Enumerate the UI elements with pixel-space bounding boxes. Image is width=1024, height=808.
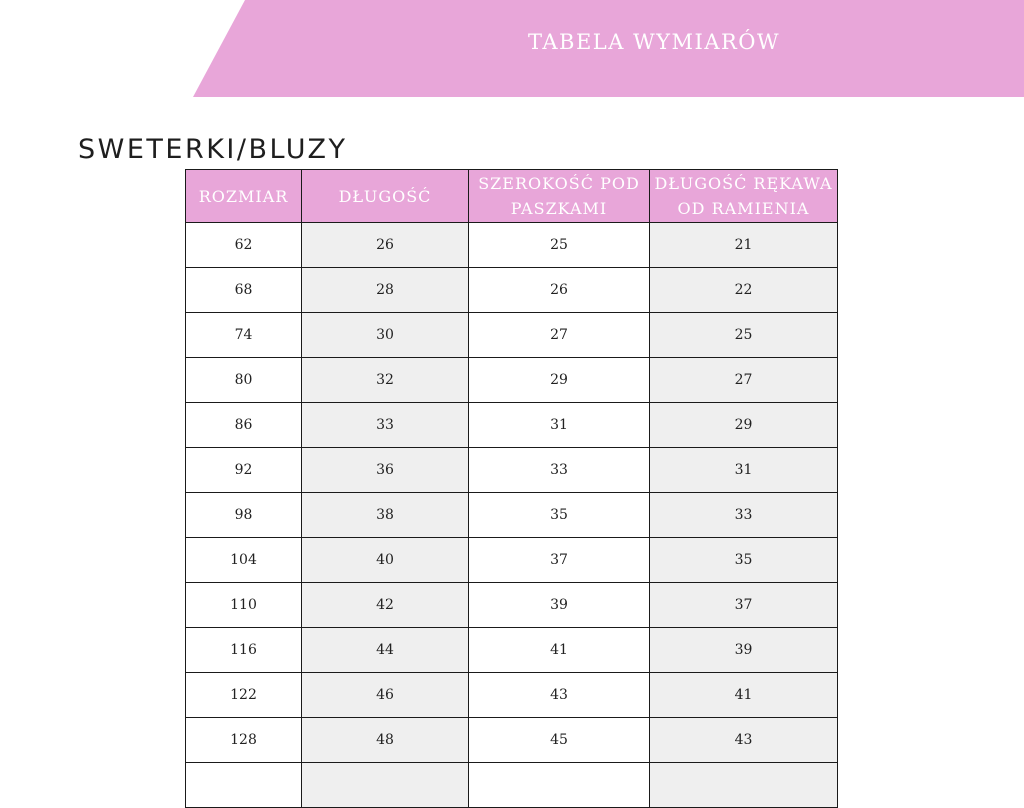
column-header-length: DŁUGOŚĆ bbox=[302, 170, 469, 223]
chest-width-cell: 43 bbox=[469, 673, 650, 718]
table-row bbox=[186, 448, 838, 493]
header-title: TABELA WYMIARÓW bbox=[528, 30, 781, 54]
length-cell: 40 bbox=[302, 538, 469, 583]
table-row bbox=[186, 763, 838, 808]
table-row bbox=[186, 628, 838, 673]
column-header-sleeve-length: DŁUGOŚĆ RĘKAWA OD RAMIENIA bbox=[650, 170, 838, 223]
table-row bbox=[186, 403, 838, 448]
size-cell: 80 bbox=[186, 358, 302, 403]
size-cell: 62 bbox=[186, 223, 302, 268]
table-row bbox=[186, 223, 838, 268]
column-header-chest-width: SZEROKOŚĆ POD PASZKAMI bbox=[469, 170, 650, 223]
chest-width-cell: 39 bbox=[469, 583, 650, 628]
table-row bbox=[186, 358, 838, 403]
sleeve-length-cell: 37 bbox=[650, 583, 838, 628]
size-cell: 68 bbox=[186, 268, 302, 313]
length-cell: 48 bbox=[302, 718, 469, 763]
table-row bbox=[186, 313, 838, 358]
sleeve-length-cell: 41 bbox=[650, 673, 838, 718]
sleeve-length-cell: 33 bbox=[650, 493, 838, 538]
length-cell: 26 bbox=[302, 223, 469, 268]
size-cell bbox=[186, 763, 302, 808]
sleeve-length-cell: 21 bbox=[650, 223, 838, 268]
length-cell: 33 bbox=[302, 403, 469, 448]
size-cell: 92 bbox=[186, 448, 302, 493]
sleeve-length-cell: 35 bbox=[650, 538, 838, 583]
length-cell: 42 bbox=[302, 583, 469, 628]
size-cell: 104 bbox=[186, 538, 302, 583]
chest-width-cell: 27 bbox=[469, 313, 650, 358]
table-body bbox=[186, 223, 838, 808]
size-cell: 116 bbox=[186, 628, 302, 673]
size-cell: 122 bbox=[186, 673, 302, 718]
sleeve-length-cell: 27 bbox=[650, 358, 838, 403]
sleeve-length-cell: 25 bbox=[650, 313, 838, 358]
chest-width-cell: 29 bbox=[469, 358, 650, 403]
sleeve-length-cell: 43 bbox=[650, 718, 838, 763]
table-row bbox=[186, 718, 838, 763]
sleeve-length-cell bbox=[650, 763, 838, 808]
chest-width-cell: 26 bbox=[469, 268, 650, 313]
sleeve-length-cell: 39 bbox=[650, 628, 838, 673]
size-table bbox=[185, 169, 838, 808]
length-cell: 30 bbox=[302, 313, 469, 358]
length-cell: 32 bbox=[302, 358, 469, 403]
table-header-row bbox=[186, 170, 838, 223]
chest-width-cell: 45 bbox=[469, 718, 650, 763]
chest-width-cell: 25 bbox=[469, 223, 650, 268]
size-cell: 86 bbox=[186, 403, 302, 448]
size-cell: 128 bbox=[186, 718, 302, 763]
table-row bbox=[186, 493, 838, 538]
length-cell: 44 bbox=[302, 628, 469, 673]
size-cell: 110 bbox=[186, 583, 302, 628]
length-cell bbox=[302, 763, 469, 808]
table-row bbox=[186, 673, 838, 718]
length-cell: 46 bbox=[302, 673, 469, 718]
length-cell: 36 bbox=[302, 448, 469, 493]
chest-width-cell: 33 bbox=[469, 448, 650, 493]
table-row bbox=[186, 538, 838, 583]
sleeve-length-cell: 31 bbox=[650, 448, 838, 493]
sleeve-length-cell: 29 bbox=[650, 403, 838, 448]
table-row bbox=[186, 583, 838, 628]
size-cell: 98 bbox=[186, 493, 302, 538]
chest-width-cell: 41 bbox=[469, 628, 650, 673]
table-row bbox=[186, 268, 838, 313]
length-cell: 28 bbox=[302, 268, 469, 313]
length-cell: 38 bbox=[302, 493, 469, 538]
chest-width-cell: 37 bbox=[469, 538, 650, 583]
sleeve-length-cell: 22 bbox=[650, 268, 838, 313]
column-header-size: ROZMIAR bbox=[186, 170, 302, 223]
page-title: SWETERKI/BLUZY bbox=[78, 134, 348, 166]
chest-width-cell: 35 bbox=[469, 493, 650, 538]
chest-width-cell: 31 bbox=[469, 403, 650, 448]
chest-width-cell bbox=[469, 763, 650, 808]
size-cell: 74 bbox=[186, 313, 302, 358]
